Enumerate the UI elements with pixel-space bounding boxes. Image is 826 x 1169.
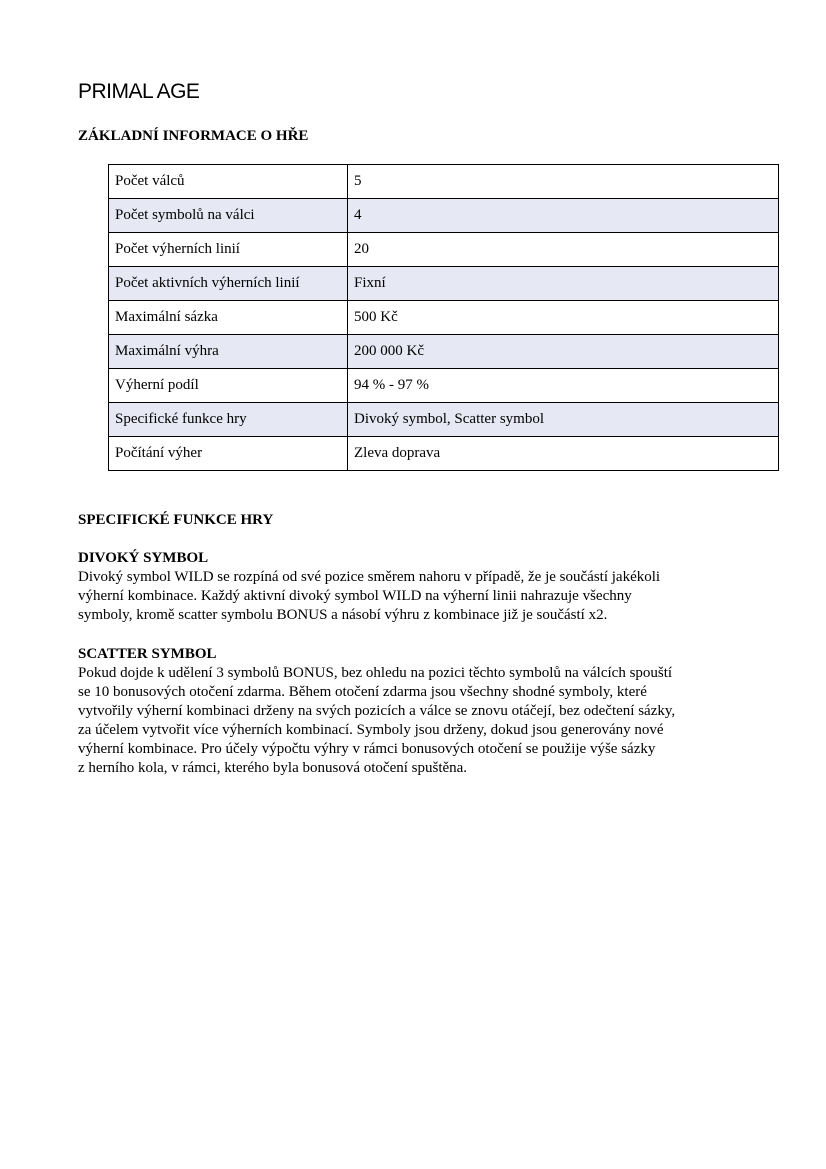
- text-line: výherní kombinace. Pro účely výpočtu výhry v rámci bonusových otočení se použije výše sázky: [78, 741, 656, 757]
- wild-heading: DIVOKÝ SYMBOL: [78, 550, 209, 566]
- table-row: [109, 403, 779, 437]
- table-row: [109, 369, 779, 403]
- game-info-table: [108, 164, 779, 471]
- row-value: 4: [348, 199, 779, 233]
- table-row: [109, 267, 779, 301]
- table-row: [109, 335, 779, 369]
- table-row: [109, 301, 779, 335]
- row-value: 500 Kč: [348, 301, 779, 335]
- table-row: [109, 199, 779, 233]
- table-row: [109, 165, 779, 199]
- text-line: Divoký symbol WILD se rozpíná od své pozice směrem nahoru v případě, že je součástí jakékoli: [78, 569, 661, 585]
- row-label: Specifické funkce hry: [109, 403, 348, 437]
- page-title: PRIMAL AGE: [78, 80, 200, 103]
- row-label: Maximální sázka: [109, 301, 348, 335]
- scatter-section: [78, 645, 675, 778]
- row-label: Počet symbolů na válci: [109, 199, 348, 233]
- scatter-heading: SCATTER SYMBOL: [78, 646, 217, 662]
- row-value: Divoký symbol, Scatter symbol: [348, 403, 779, 437]
- basic-info-heading: ZÁKLADNÍ INFORMACE O HŘE: [78, 128, 309, 144]
- row-value: 20: [348, 233, 779, 267]
- row-value: Fixní: [348, 267, 779, 301]
- text-line: z herního kola, v rámci, kterého byla bonusová otočení spuštěna.: [78, 760, 468, 776]
- features-heading: SPECIFICKÉ FUNKCE HRY: [78, 512, 274, 528]
- table-row: [109, 437, 779, 471]
- row-label: Počítání výher: [109, 437, 348, 471]
- text-line: výherní kombinace. Každý aktivní divoký symbol WILD na výherní linii nahrazuje všechny: [78, 588, 632, 604]
- text-line: vytvořily výherní kombinaci drženy na svých pozicích a válce se znovu otáčejí, bez odečtení sázky,: [78, 703, 676, 719]
- text-line: symboly, kromě scatter symbolu BONUS a násobí výhru z kombinace již je součástí x2.: [78, 607, 608, 623]
- text-line: za účelem vytvořit více výherních kombinací. Symboly jsou drženy, dokud jsou generovány nové: [78, 722, 664, 738]
- row-label: Výherní podíl: [109, 369, 348, 403]
- row-label: Počet aktivních výherních linií: [109, 267, 348, 301]
- row-label: Počet výherních linií: [109, 233, 348, 267]
- table-row: [109, 233, 779, 267]
- wild-section: [78, 549, 660, 625]
- row-value: 5: [348, 165, 779, 199]
- row-value: 94 % - 97 %: [348, 369, 779, 403]
- row-value: Zleva doprava: [348, 437, 779, 471]
- row-label: Počet válců: [109, 165, 348, 199]
- row-value: 200 000 Kč: [348, 335, 779, 369]
- row-label: Maximální výhra: [109, 335, 348, 369]
- text-line: Pokud dojde k udělení 3 symbolů BONUS, bez ohledu na pozici těchto symbolů na válcích spouští: [78, 665, 673, 681]
- text-line: se 10 bonusových otočení zdarma. Během otočení zdarma jsou všechny shodné symboly, které: [78, 684, 647, 700]
